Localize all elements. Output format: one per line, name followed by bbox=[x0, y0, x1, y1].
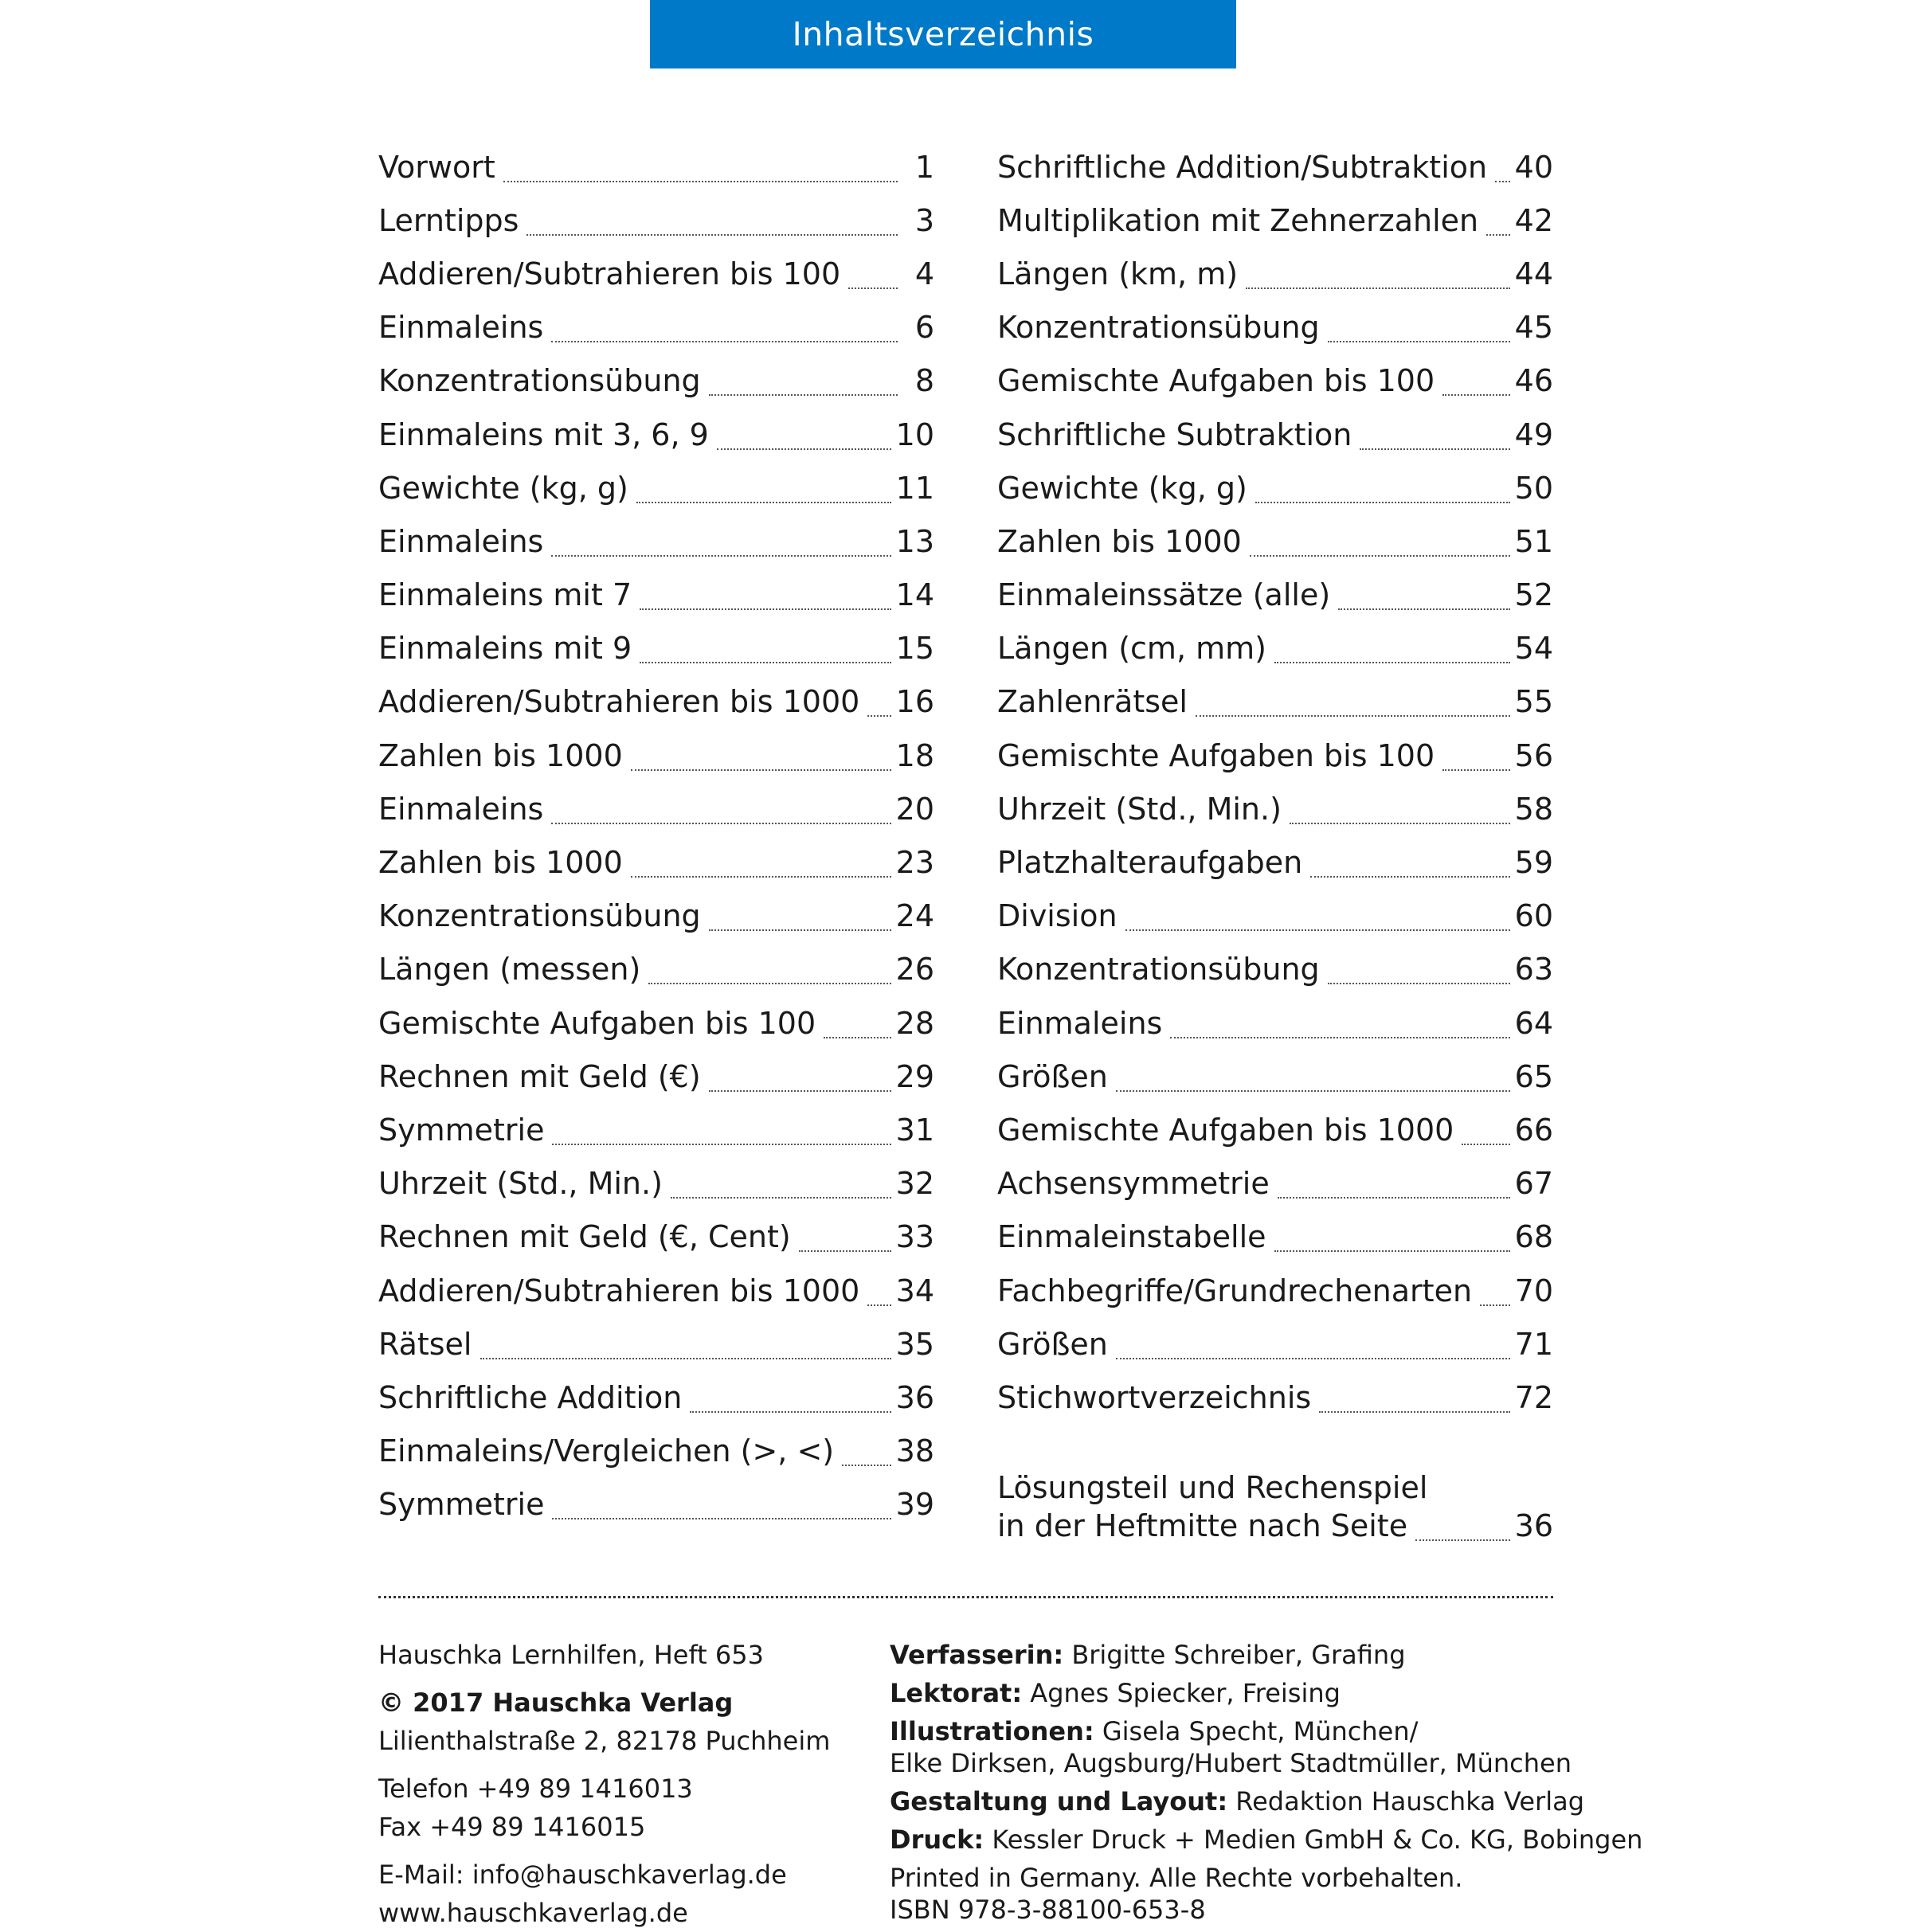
toc-leader-dots bbox=[1196, 699, 1510, 717]
toc-leader-dots bbox=[648, 967, 890, 984]
toc-leader-dots bbox=[1246, 272, 1510, 289]
toc-entry-title: Einmaleins/Vergleichen (>, <) bbox=[378, 1433, 835, 1469]
toc-entry bbox=[997, 675, 1553, 729]
toc-leader-dots bbox=[636, 486, 891, 503]
toc-entry-page: 49 bbox=[1514, 417, 1553, 452]
toc-entry-title: Stichwortverzeichnis bbox=[997, 1379, 1312, 1415]
address-line: Lilienthalstraße 2, 82178 Puchheim bbox=[378, 1726, 831, 1756]
isbn-line: ISBN 978-3-88100-653-8 bbox=[890, 1895, 1206, 1925]
toc-right-column bbox=[997, 140, 1553, 1425]
toc-entry-page: 60 bbox=[1514, 898, 1553, 934]
toc-entry-page: 35 bbox=[895, 1326, 934, 1362]
toc-entry-page: 26 bbox=[895, 952, 934, 988]
toc-entry bbox=[378, 194, 934, 247]
toc-leader-dots bbox=[1170, 1021, 1509, 1038]
toc-entry bbox=[997, 569, 1553, 622]
toc-leader-dots bbox=[1442, 378, 1509, 396]
toc-entry bbox=[378, 890, 934, 943]
toc-entry bbox=[378, 729, 934, 782]
toc-entry-title: Einmaleins bbox=[378, 791, 544, 827]
toc-entry-page: 71 bbox=[1514, 1326, 1553, 1362]
toc-entry-title: Konzentrationsübung bbox=[378, 363, 701, 399]
toc-entry bbox=[378, 1317, 934, 1371]
imprint-credits bbox=[890, 1636, 1642, 1929]
toc-entry bbox=[378, 675, 934, 729]
toc-entry-page: 34 bbox=[895, 1273, 934, 1308]
toc-entry-title: Rechnen mit Geld (€, Cent) bbox=[378, 1219, 791, 1255]
toc-leader-dots bbox=[1278, 1181, 1510, 1199]
toc-entry-page: 42 bbox=[1514, 202, 1553, 238]
toc-entry-page: 20 bbox=[895, 791, 934, 827]
toc-leader-dots bbox=[552, 1128, 890, 1145]
toc-entry-page: 15 bbox=[895, 631, 934, 667]
toc-entry-title: Einmaleins bbox=[997, 1005, 1163, 1041]
toc-leader-dots bbox=[1125, 913, 1510, 931]
toc-entry-title: Fachbegriffe/Grundrechenarten bbox=[997, 1273, 1473, 1308]
toc-entry-page: 38 bbox=[895, 1433, 934, 1469]
toc-entry bbox=[997, 1050, 1553, 1103]
toc-entry bbox=[378, 140, 934, 194]
toc-entry-title: Platzhalteraufgaben bbox=[997, 845, 1303, 881]
toc-entry-title: Längen (messen) bbox=[378, 952, 641, 988]
toc-leader-dots bbox=[799, 1234, 891, 1252]
toc-leader-dots bbox=[690, 1395, 890, 1413]
toc-leader-dots bbox=[631, 860, 891, 878]
toc-entry-page: 45 bbox=[1514, 310, 1553, 346]
toc-entry bbox=[378, 1103, 934, 1156]
toc-entry-page: 3 bbox=[914, 202, 934, 238]
toc-entry bbox=[378, 943, 934, 996]
toc-entry-title: Vorwort bbox=[378, 149, 495, 185]
toc-entry-page: 55 bbox=[1514, 684, 1553, 720]
toc-entry-page: 32 bbox=[895, 1166, 934, 1202]
toc-entry bbox=[378, 1050, 934, 1103]
dotted-separator bbox=[378, 1596, 1553, 1598]
toc-entry bbox=[997, 622, 1553, 675]
toc-entry-title: Gemischte Aufgaben bis 100 bbox=[997, 737, 1435, 773]
toc-entry bbox=[378, 1371, 934, 1424]
toc-entry bbox=[997, 1157, 1553, 1210]
toc-entry-title: Zahlen bis 1000 bbox=[378, 737, 623, 773]
toc-entry-page: 24 bbox=[895, 898, 934, 934]
toc-entry bbox=[997, 461, 1553, 514]
toc-entry-title: Einmaleins bbox=[378, 310, 544, 346]
toc-leader-dots bbox=[480, 1342, 891, 1359]
toc-entry-page: 72 bbox=[1514, 1379, 1553, 1415]
toc-entry-page: 33 bbox=[895, 1219, 934, 1255]
toc-entry bbox=[997, 1371, 1553, 1424]
toc-entry-page: 36 bbox=[895, 1379, 934, 1415]
toc-entry-page: 65 bbox=[1514, 1058, 1553, 1094]
toc-entry-page: 40 bbox=[1514, 149, 1553, 185]
website-line: www.hauschkaverlag.de bbox=[378, 1898, 688, 1928]
toc-entry-page: 59 bbox=[1514, 845, 1553, 881]
toc-leader-dots bbox=[1495, 165, 1510, 182]
toc-entry bbox=[997, 354, 1553, 408]
toc-entry-title: Rechnen mit Geld (€) bbox=[378, 1058, 701, 1094]
toc-entry-title: Addieren/Subtrahieren bis 1000 bbox=[378, 684, 860, 720]
toc-entry bbox=[997, 1264, 1553, 1317]
toc-solutions-line2-row bbox=[997, 1507, 1553, 1545]
email-line: E-Mail: info@hauschkaverlag.de bbox=[378, 1860, 787, 1890]
toc-entry-title: Einmaleins mit 3, 6, 9 bbox=[378, 417, 709, 452]
toc-leader-dots bbox=[1274, 1234, 1510, 1252]
toc-entry-page: 28 bbox=[895, 1005, 934, 1041]
toc-leader-dots bbox=[552, 1502, 890, 1519]
toc-entry-title: Konzentrationsübung bbox=[997, 310, 1320, 346]
toc-leader-dots bbox=[640, 593, 891, 610]
toc-entry-page: 46 bbox=[1514, 363, 1553, 399]
toc-leader-dots bbox=[1250, 539, 1510, 557]
author-line: Verfasserin: Brigitte Schreiber, Grafing bbox=[890, 1640, 1406, 1670]
toc-entry-title: Gemischte Aufgaben bis 1000 bbox=[997, 1112, 1454, 1148]
toc-entry-page: 68 bbox=[1514, 1219, 1553, 1255]
toc-entry bbox=[997, 943, 1553, 996]
toc-leader-dots bbox=[551, 325, 898, 342]
toc-leader-dots bbox=[1442, 753, 1509, 771]
toc-entry bbox=[378, 1157, 934, 1210]
toc-left-column bbox=[378, 140, 934, 1531]
toc-entry bbox=[997, 408, 1553, 461]
toc-entry-title: Konzentrationsübung bbox=[378, 898, 701, 934]
toc-entry bbox=[378, 782, 934, 835]
toc-leader-dots bbox=[1255, 486, 1510, 503]
toc-entry-title: Division bbox=[997, 898, 1118, 934]
fax-line: Fax +49 89 1416015 bbox=[378, 1812, 646, 1842]
toc-entry bbox=[378, 1478, 934, 1531]
toc-entry bbox=[997, 835, 1553, 889]
toc-entry-title: Größen bbox=[997, 1326, 1108, 1362]
toc-entry-page: 31 bbox=[895, 1112, 934, 1148]
toc-entry bbox=[378, 247, 934, 300]
toc-leader-dots bbox=[1116, 1342, 1510, 1359]
toc-leader-dots bbox=[1486, 218, 1510, 236]
illustrations-line: Illustrationen: Gisela Specht, München/ bbox=[890, 1716, 1419, 1746]
toc-entry-title: Uhrzeit (Std., Min.) bbox=[997, 791, 1282, 827]
toc-leader-dots bbox=[1415, 1523, 1510, 1541]
toc-leader-dots bbox=[1360, 432, 1509, 450]
design-line: Gestaltung und Layout: Redaktion Hauschka Verlag bbox=[890, 1786, 1584, 1817]
toc-entry-page: 50 bbox=[1514, 470, 1553, 506]
toc-entry bbox=[378, 1264, 934, 1317]
toc-entry-title: Einmaleins mit 7 bbox=[378, 577, 632, 613]
toc-entry-page: 8 bbox=[914, 363, 934, 399]
toc-entry bbox=[997, 514, 1553, 568]
toc-leader-dots bbox=[1328, 967, 1510, 984]
toc-entry-page: 51 bbox=[1514, 523, 1553, 559]
header-bar bbox=[650, 0, 1236, 68]
toc-entry bbox=[378, 835, 934, 889]
toc-entry bbox=[997, 729, 1553, 782]
editor-line: Lektorat: Agnes Spiecker, Freising bbox=[890, 1678, 1341, 1708]
toc-entry-title: Gemischte Aufgaben bis 100 bbox=[378, 1005, 816, 1041]
toc-leader-dots bbox=[717, 432, 891, 450]
toc-entry bbox=[378, 569, 934, 622]
toc-solutions-line1: Lösungsteil und Rechenspiel bbox=[997, 1470, 1428, 1505]
toc-entry bbox=[997, 1210, 1553, 1264]
toc-entry-page: 66 bbox=[1514, 1112, 1553, 1148]
toc-entry-page: 58 bbox=[1514, 791, 1553, 827]
page-title: Inhaltsverzeichnis bbox=[792, 15, 1094, 53]
toc-leader-dots bbox=[1274, 646, 1510, 663]
toc-entry-title: Symmetrie bbox=[378, 1487, 545, 1523]
toc-entry-title: Schriftliche Addition bbox=[378, 1379, 683, 1415]
toc-entry-title: Schriftliche Subtraktion bbox=[997, 417, 1352, 452]
toc-entry-page: 10 bbox=[895, 417, 934, 452]
toc-entry-title: Rätsel bbox=[378, 1326, 472, 1362]
toc-entry bbox=[378, 354, 934, 408]
toc-leader-dots bbox=[551, 539, 890, 557]
toc-entry-title: Zahlen bis 1000 bbox=[997, 523, 1242, 559]
toc-entry-page: 14 bbox=[895, 577, 934, 613]
toc-entry-title: Gewichte (kg, g) bbox=[997, 470, 1247, 506]
toc-leader-dots bbox=[671, 1181, 891, 1199]
toc-entry-page: 4 bbox=[914, 256, 934, 291]
toc-entry-title: Achsensymmetrie bbox=[997, 1166, 1270, 1202]
toc-leader-dots bbox=[867, 699, 890, 717]
toc-entry-page: 1 bbox=[914, 149, 934, 185]
toc-entry-title: Längen (cm, mm) bbox=[997, 631, 1266, 667]
toc-entry-page: 29 bbox=[895, 1058, 934, 1094]
toc-solutions-page: 36 bbox=[1514, 1508, 1553, 1543]
toc-entry-title: Konzentrationsübung bbox=[997, 952, 1320, 988]
toc-entry bbox=[997, 782, 1553, 835]
toc-leader-dots bbox=[1319, 1395, 1509, 1413]
toc-entry bbox=[997, 301, 1553, 354]
illustrations-line-2: Elke Dirksen, Augsburg/Hubert Stadtmüller, München bbox=[890, 1748, 1572, 1778]
imprint-publisher bbox=[378, 1636, 830, 1932]
toc-leader-dots bbox=[503, 165, 898, 182]
toc-entry bbox=[378, 514, 934, 568]
toc-leader-dots bbox=[824, 1021, 890, 1038]
toc-entry-title: Einmaleinssätze (alle) bbox=[997, 577, 1331, 613]
toc-leader-dots bbox=[1338, 593, 1509, 610]
toc-entry bbox=[997, 890, 1553, 943]
toc-entry bbox=[997, 194, 1553, 247]
toc-entry-title: Symmetrie bbox=[378, 1112, 545, 1148]
toc-entry-page: 39 bbox=[895, 1487, 934, 1523]
toc-entry-page: 64 bbox=[1514, 1005, 1553, 1041]
rights-line: Printed in Germany. Alle Rechte vorbehalten. bbox=[890, 1863, 1463, 1893]
phone-line: Telefon +49 89 1416013 bbox=[378, 1774, 693, 1804]
toc-leader-dots bbox=[640, 646, 891, 663]
toc-entry bbox=[378, 622, 934, 675]
copyright-line: © 2017 Hauschka Verlag bbox=[378, 1688, 734, 1718]
toc-entry bbox=[378, 1425, 934, 1478]
toc-leader-dots bbox=[1310, 860, 1509, 878]
toc-entry-page: 54 bbox=[1514, 631, 1553, 667]
toc-entry-page: 16 bbox=[895, 684, 934, 720]
toc-leader-dots bbox=[1290, 807, 1510, 824]
toc-entry-title: Gemischte Aufgaben bis 100 bbox=[997, 363, 1435, 399]
toc-leader-dots bbox=[709, 378, 898, 396]
toc-entry-title: Addieren/Subtrahieren bis 100 bbox=[378, 256, 841, 291]
toc-entry-title: Zahlen bis 1000 bbox=[378, 845, 623, 881]
toc-entry-page: 6 bbox=[914, 310, 934, 346]
toc-entry-title: Lerntipps bbox=[378, 202, 519, 238]
toc-entry bbox=[378, 461, 934, 514]
toc-entry-title: Gewichte (kg, g) bbox=[378, 470, 628, 506]
toc-leader-dots bbox=[1116, 1074, 1510, 1092]
toc-entry bbox=[378, 996, 934, 1050]
toc-solutions-entry bbox=[997, 1469, 1553, 1545]
toc-entry bbox=[997, 247, 1553, 300]
toc-leader-dots bbox=[526, 218, 898, 236]
toc-leader-dots bbox=[709, 1074, 891, 1092]
toc-entry-title: Zahlenrätsel bbox=[997, 684, 1188, 720]
toc-entry-title: Größen bbox=[997, 1058, 1108, 1094]
toc-entry-page: 56 bbox=[1514, 737, 1553, 773]
toc-entry-title: Einmaleins mit 9 bbox=[378, 631, 632, 667]
toc-entry-page: 23 bbox=[895, 845, 934, 881]
toc-leader-dots bbox=[631, 753, 891, 771]
toc-leader-dots bbox=[709, 913, 891, 931]
toc-leader-dots bbox=[842, 1449, 891, 1466]
series-info: Hauschka Lernhilfen, Heft 653 bbox=[378, 1640, 764, 1670]
toc-leader-dots bbox=[867, 1289, 890, 1306]
toc-entry-title: Längen (km, m) bbox=[997, 256, 1239, 291]
toc-entry-page: 13 bbox=[895, 523, 934, 559]
toc-entry-page: 70 bbox=[1514, 1273, 1553, 1308]
toc-entry-title: Schriftliche Addition/Subtraktion bbox=[997, 149, 1488, 185]
toc-solutions-line2: in der Heftmitte nach Seite bbox=[997, 1508, 1408, 1543]
toc-entry-title: Uhrzeit (Std., Min.) bbox=[378, 1166, 663, 1202]
toc-entry bbox=[997, 140, 1553, 194]
toc-leader-dots bbox=[1328, 325, 1510, 342]
toc-entry-title: Multiplikation mit Zehnerzahlen bbox=[997, 202, 1479, 238]
toc-entry bbox=[997, 996, 1553, 1050]
print-line: Druck: Kessler Druck + Medien GmbH & Co. KG, Bobingen bbox=[890, 1824, 1643, 1855]
toc-leader-dots bbox=[1480, 1289, 1510, 1306]
toc-entry-page: 52 bbox=[1514, 577, 1553, 613]
toc-entry-page: 11 bbox=[895, 470, 934, 506]
toc-entry bbox=[378, 301, 934, 354]
toc-entry-page: 63 bbox=[1514, 952, 1553, 988]
toc-entry bbox=[378, 408, 934, 461]
toc-leader-dots bbox=[848, 272, 898, 289]
toc-entry bbox=[378, 1210, 934, 1264]
toc-entry-page: 67 bbox=[1514, 1166, 1553, 1202]
toc-leader-dots bbox=[1462, 1128, 1509, 1145]
toc-leader-dots bbox=[551, 807, 890, 824]
toc-entry-title: Einmaleins bbox=[378, 523, 544, 559]
toc-entry-page: 44 bbox=[1514, 256, 1553, 291]
toc-entry bbox=[997, 1317, 1553, 1371]
toc-entry-page: 18 bbox=[895, 737, 934, 773]
toc-entry-title: Einmaleinstabelle bbox=[997, 1219, 1266, 1255]
toc-entry-title: Addieren/Subtrahieren bis 1000 bbox=[378, 1273, 860, 1308]
toc-entry bbox=[997, 1103, 1553, 1156]
